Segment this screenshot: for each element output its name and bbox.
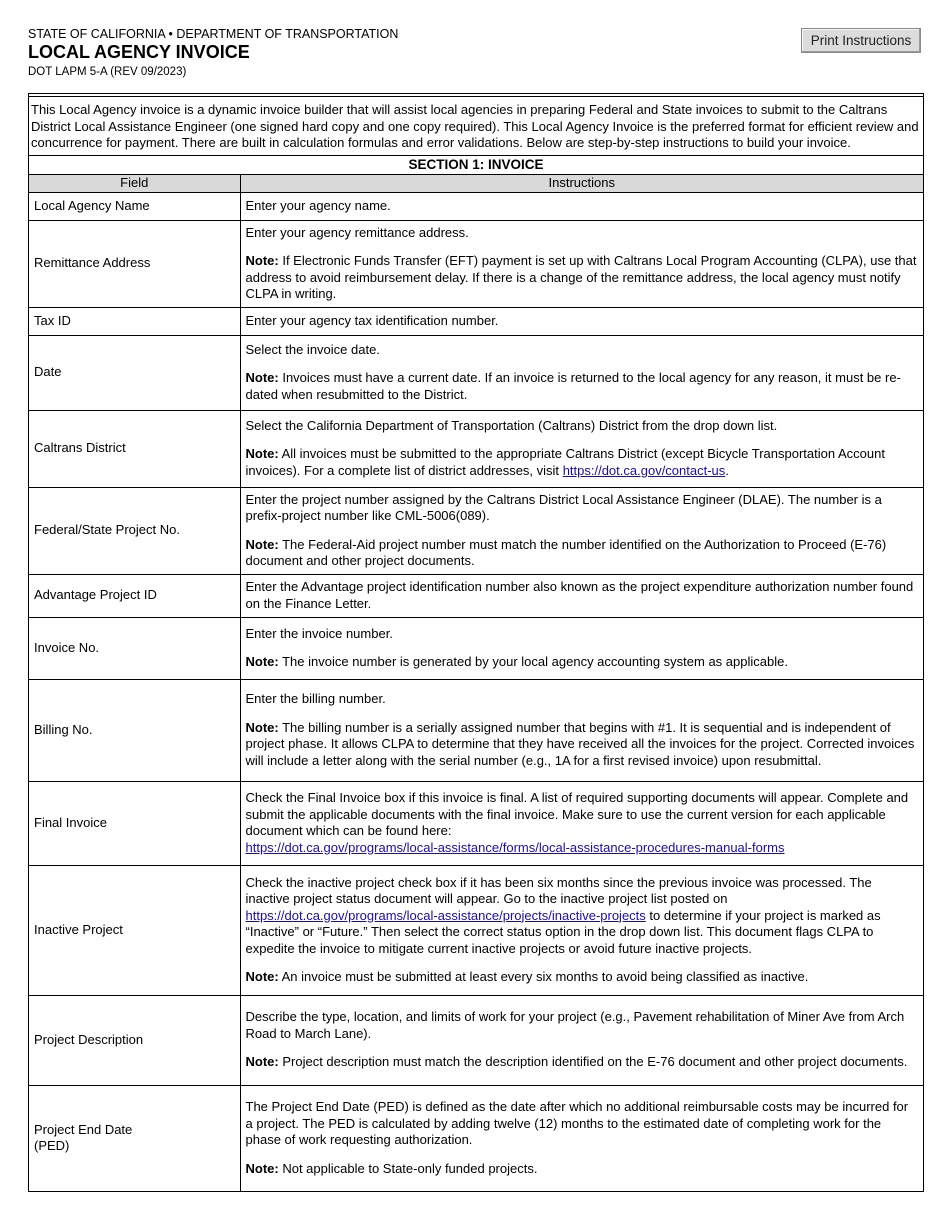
table-row (29, 574, 923, 617)
table-row (29, 995, 923, 1085)
table-row (29, 410, 923, 487)
field-label: Inactive Project (29, 865, 240, 995)
field-label: Federal/State Project No. (29, 487, 240, 574)
field-label: Advantage Project ID (29, 574, 240, 617)
note-label: Note: (245, 969, 279, 984)
table-row (29, 679, 923, 781)
table-row (29, 1085, 923, 1191)
note-label: Note: (245, 719, 279, 735)
field-label: Invoice No. (29, 617, 240, 679)
intro-paragraph: This Local Agency invoice is a dynamic invoice builder that will assist local agencies in preparing Federal and State invoices to submit to the Caltrans District Local Assistance Engineer (one signed hard copy and one copy required). This Local Agency Invoice is the preferred format for efficient review and concurrence for payment. There are built in calculation formulas and error validations. Below are step-by-step instructions to build your invoice. (29, 96, 923, 156)
field-label: Tax ID (29, 307, 240, 335)
instruction-cell: Enter the billing number. Note: The billing number is a serially assigned number that begins with #1. It is sequential and is independent of project phase. It allows CLPA to determine that they have received all the invoices for the project. Corrected invoices will include a letter along with the serial number (e.g., 1A for a first revised invoice) upon resubmittal. (240, 679, 923, 781)
instruction-cell: Enter the project number assigned by the Caltrans District Local Assistance Engineer (DLAE). The number is a prefix-project number like CML-5006(089). Note: The Federal-Aid project number must match the number identified on the Authorization to Proceed (E-76) document and other project documents. (240, 487, 923, 574)
table-row (29, 220, 923, 307)
form-title: LOCAL AGENCY INVOICE (28, 42, 250, 62)
table-row (29, 617, 923, 679)
section-title: SECTION 1: INVOICE (29, 156, 923, 175)
form-header (28, 27, 398, 79)
field-label: Final Invoice (29, 781, 240, 865)
instruction-cell: Select the invoice date. Note: Invoices must have a current date. If an invoice is returned to the local agency for any reason, it must be re-dated when resubmitted to the District. (240, 335, 923, 410)
instructions-table (29, 156, 923, 1192)
table-row (29, 865, 923, 995)
instruction-cell: Enter the Advantage project identification number also known as the project expenditure authorization number found on the Finance Letter. (240, 574, 923, 617)
inactive-projects-link[interactable]: https://dot.ca.gov/programs/local-assistance/projects/inactive-projects (245, 907, 646, 923)
field-label: Local Agency Name (29, 192, 240, 220)
note-label: Note: (245, 1054, 279, 1070)
form-number: DOT LAPM 5-A (REV 09/2023) (28, 66, 187, 78)
field-label: Caltrans District (29, 410, 240, 487)
table-row (29, 781, 923, 865)
instruction-cell: Enter your agency name. (240, 192, 923, 220)
column-header-field: Field (29, 175, 240, 193)
note-label: Note: (245, 536, 279, 552)
instruction-cell: Check the inactive project check box if it has been six months since the previous invoice was processed. The inactive project status document will appear. Go to the inactive project list posted on https://dot.ca.gov/programs/local-assistance/projects/inactive-projects to determine if your project is marked as “Inactive” or “Future.” Then select the correct status option in the drop down list. This document flags CLPA to expedite the invoice to mitigate current inactive projects or avoid future inactive projects. Note: An invoice must be submitted at least every six months to avoid being classified as inactive. (240, 865, 923, 995)
field-label: Project Description (29, 995, 240, 1085)
note-label: Note: (245, 1160, 279, 1176)
contact-us-link[interactable]: https://dot.ca.gov/contact-us (562, 462, 726, 478)
instruction-cell: Enter your agency remittance address. Note: If Electronic Funds Transfer (EFT) payment is set up with Caltrans Local Program Accounting (CLPA), use that address to avoid reimbursement delay. If there is a change of the remittance address, the local agency must notify CLPA in writing. (240, 220, 923, 307)
note-label: Note: (245, 446, 279, 462)
table-row (29, 487, 923, 574)
print-instructions-button[interactable]: Print Instructions (801, 28, 921, 53)
agency-line: STATE OF CALIFORNIA • DEPARTMENT OF TRANSPORTATION (28, 27, 399, 41)
field-label: Project End Date (PED) (29, 1085, 240, 1191)
instructions-frame (28, 93, 924, 1192)
column-header-instructions: Instructions (240, 175, 923, 193)
field-label: Billing No. (29, 679, 240, 781)
instruction-cell: The Project End Date (PED) is defined as the date after which no additional reimbursable costs may be incurred for a project. The PED is calculated by adding twelve (12) months to the estimated date of completing work for the phase of work requesting authorization. Note: Not applicable to State-only funded projects. (240, 1085, 923, 1191)
column-header-row (29, 175, 923, 193)
field-label: Remittance Address (29, 220, 240, 307)
section-title-row (29, 156, 923, 175)
table-row (29, 335, 923, 410)
table-row (29, 192, 923, 220)
instruction-cell: Select the California Department of Transportation (Caltrans) District from the drop down list. Note: All invoices must be submitted to the appropriate Caltrans District (except Bicycle Transportation Account invoices). For a complete list of district addresses, visit https://dot.ca.gov/contact-us. (240, 410, 923, 487)
instruction-cell: Enter your agency tax identification number. (240, 307, 923, 335)
instruction-cell: Describe the type, location, and limits of work for your project (e.g., Pavement rehabilitation of Miner Ave from Arch Road to March Lane). Note: Project description must match the description identified on the E-76 document and other project documents. (240, 995, 923, 1085)
table-row (29, 307, 923, 335)
note-label: Note: (245, 253, 279, 268)
note-label: Note: (245, 370, 279, 386)
instruction-cell: Check the Final Invoice box if this invoice is final. A list of required supporting documents will appear. Complete and submit the applicable documents with the final invoice. Make sure to use the current version for each applicable document which can be found here: https://dot.ca.gov/programs/local-assistance/forms/local-assistance-procedures-manual-forms (240, 781, 923, 865)
field-label: Date (29, 335, 240, 410)
note-label: Note: (245, 654, 279, 669)
instruction-cell: Enter the invoice number. Note: The invoice number is generated by your local agency accounting system as applicable. (240, 617, 923, 679)
lapm-forms-link[interactable]: https://dot.ca.gov/programs/local-assistance/forms/local-assistance-procedures-manual-forms (245, 839, 785, 855)
